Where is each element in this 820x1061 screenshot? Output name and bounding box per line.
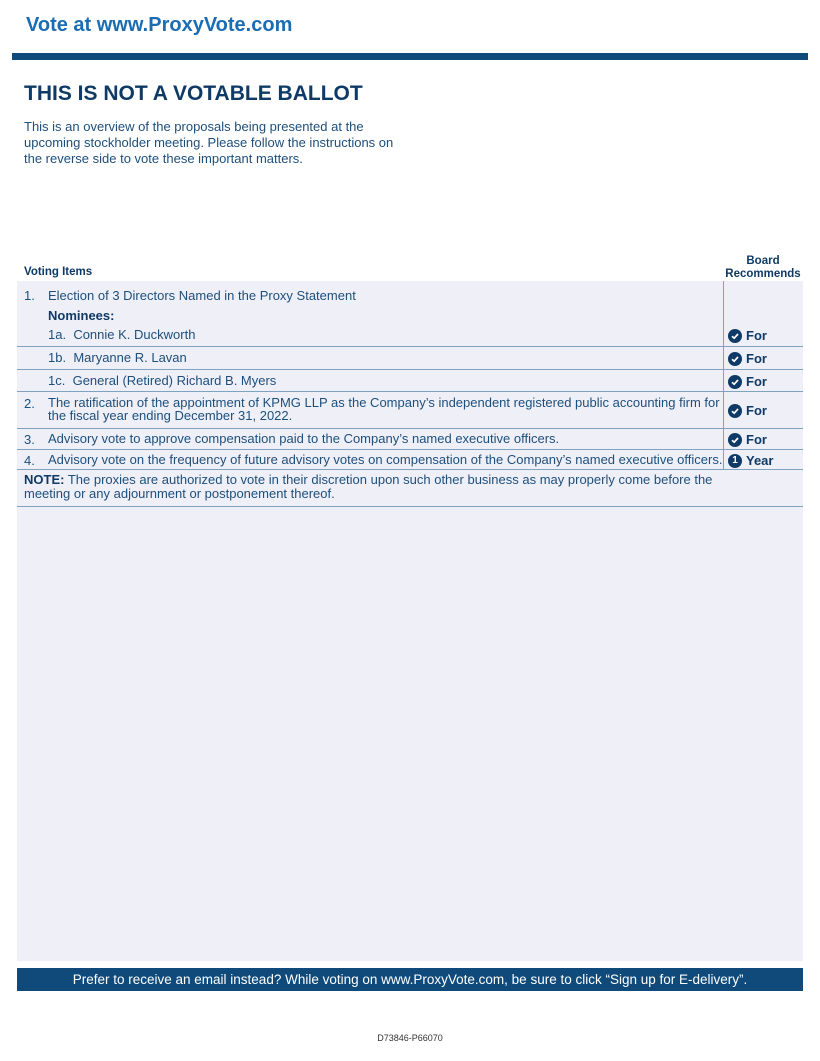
note-label: NOTE:: [24, 472, 65, 487]
table-row-item-3: [17, 429, 803, 450]
check-circle-icon: [728, 433, 742, 447]
nominee-name: Maryanne R. Lavan: [73, 350, 187, 365]
table-row-nominee-1b: [17, 347, 803, 370]
check-circle-icon: [728, 352, 742, 366]
board-recommends-header: [722, 255, 804, 281]
intro-text: This is an overview of the proposals being presented at the upcoming stockholder meeting. Please follow the instructions on the reverse side to vote these important matters.: [24, 119, 394, 166]
nominee-name: Connie K. Duckworth: [73, 327, 196, 342]
recommendation-2: [728, 403, 767, 418]
number-badge-icon: 1: [728, 454, 742, 468]
nominee-id: 1c.: [48, 373, 66, 388]
check-circle-icon: [728, 329, 742, 343]
board-header-line1: Board: [746, 255, 780, 267]
nominee-id: 1a.: [48, 327, 67, 342]
nominee-1c: [48, 373, 276, 388]
edelivery-banner: Prefer to receive an email instead? While voting on www.ProxyVote.com, be sure to click “Sign up for E-delivery”.: [17, 968, 803, 991]
recommendation-3: [728, 432, 767, 447]
recommendation-value: Year: [746, 453, 774, 468]
document-code: D73846-P66070: [377, 1033, 443, 1043]
item-text: Election of 3 Directors Named in the Proxy Statement: [48, 288, 356, 303]
recommendation-value: For: [746, 374, 767, 389]
board-header-line2: Recommends: [725, 268, 801, 280]
recommendation-value: For: [746, 351, 767, 366]
nominee-id: 1b.: [48, 350, 67, 365]
recommendation-value: For: [746, 403, 767, 418]
table-row-item-2: [17, 392, 803, 429]
voting-items-header: Voting Items: [24, 266, 93, 278]
nominee-1b: [48, 350, 187, 365]
table-row-nominee-1c: [17, 370, 803, 392]
item-text: The ratification of the appointment of KPMG LLP as the Company’s independent registered public accounting firm for the fiscal year ending December 31, 2022.: [48, 395, 720, 423]
check-circle-icon: [728, 375, 742, 389]
item-number: 4.: [24, 453, 35, 468]
table-row-note: [17, 470, 803, 507]
nominee-name: General (Retired) Richard B. Myers: [72, 373, 277, 388]
recommendation-1c: [728, 374, 767, 389]
recommendation-4: [728, 453, 773, 468]
item-text: Advisory vote to approve compensation paid to the Company’s named executive officers.: [48, 431, 560, 446]
nominees-label: Nominees:: [48, 308, 115, 323]
item-number: 3.: [24, 432, 35, 447]
item-number: 2.: [24, 396, 35, 411]
header-rule: [12, 53, 808, 60]
table-row-item-1: [17, 281, 803, 347]
recommendation-value: For: [746, 328, 767, 343]
note-body: The proxies are authorized to vote in their discretion upon such other business as may properly come before the meeting or any adjournment or postponement thereof.: [24, 472, 713, 501]
note-text: [24, 473, 724, 501]
nominee-1a: [48, 327, 195, 342]
recommendation-1b: [728, 351, 767, 366]
check-circle-icon: [728, 404, 742, 418]
item-number: 1.: [24, 288, 35, 303]
item-text: Advisory vote on the frequency of future advisory votes on compensation of the Company’s named executive officers.: [48, 452, 723, 467]
table-row-item-4: [17, 450, 803, 470]
recommendation-value: For: [746, 432, 767, 447]
vote-link-header[interactable]: Vote at www.ProxyVote.com: [26, 14, 293, 36]
page-title: THIS IS NOT A VOTABLE BALLOT: [24, 82, 363, 105]
recommendation-1a: [728, 328, 767, 343]
column-divider: [723, 281, 724, 470]
